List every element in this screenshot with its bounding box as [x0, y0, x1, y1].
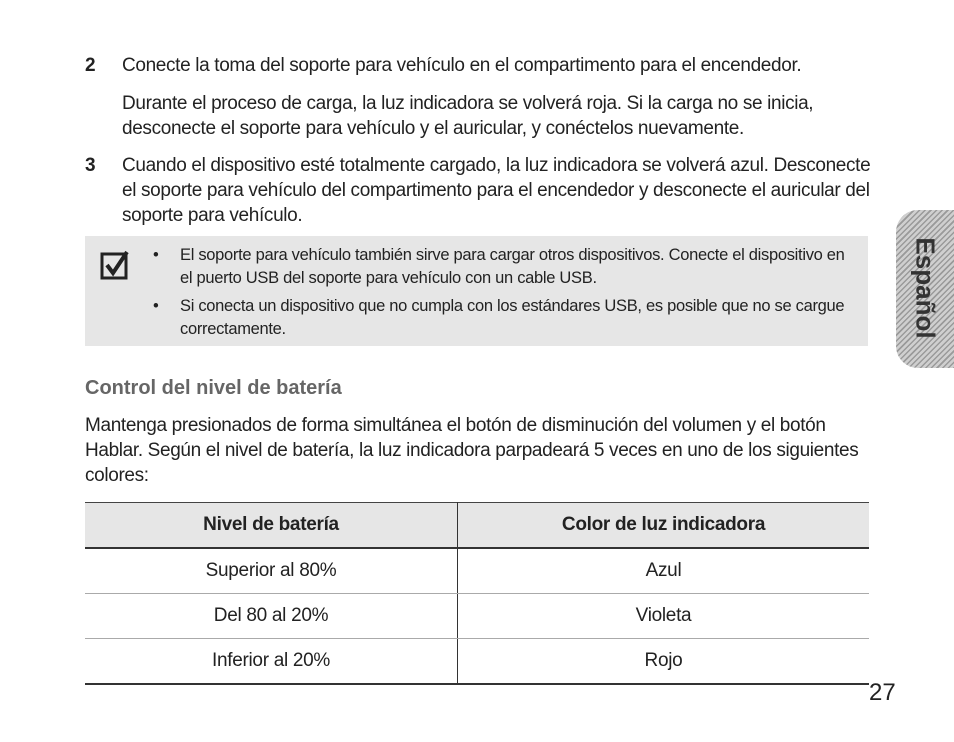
table-header-row	[85, 503, 869, 549]
battery-level-cell: Inferior al 20%	[85, 639, 458, 685]
note-item-text: Si conecta un dispositivo que no cumpla con los estándares USB, es posible que no se cargue correctamente.	[180, 297, 845, 338]
light-color-cell: Rojo	[458, 639, 870, 685]
step-number: 3	[85, 155, 96, 176]
battery-level-cell: Del 80 al 20%	[85, 594, 458, 639]
section-title: Control del nivel de batería	[85, 377, 342, 399]
table-row	[85, 639, 869, 685]
step-text: Cuando el dispositivo esté totalmente cargado, la luz indicadora se volverá azul. Desconecte el soporte para vehículo del compartimento para el encendedor y desconecte el auricular del soporte para vehículo.	[122, 155, 871, 226]
light-color-cell: Azul	[458, 548, 870, 594]
bullet: •	[153, 246, 159, 264]
note-box	[85, 236, 868, 346]
section-intro: Mantenga presionados de forma simultánea el botón de disminución del volumen y el botón Hablar. Según el nivel de batería, la luz indicadora parpadeará 5 veces en uno de los siguientes colores:	[85, 415, 859, 486]
column-header: Nivel de batería	[85, 503, 458, 549]
note-item	[153, 244, 853, 289]
checkbox-check-icon	[100, 250, 130, 280]
note-list	[153, 244, 853, 340]
step-text: Durante el proceso de carga, la luz indicadora se volverá roja. Si la carga no se inicia, desconecte el soporte para vehículo y el auricular, y conéctelos nuevamente.	[122, 93, 814, 139]
step-3	[85, 153, 875, 228]
page-number: 27	[869, 679, 896, 706]
step-text: Conecte la toma del soporte para vehículo en el compartimento para el encendedor.	[122, 55, 802, 76]
battery-level-cell: Superior al 80%	[85, 548, 458, 594]
battery-level-table	[85, 502, 869, 685]
step-2	[85, 53, 875, 141]
table-row	[85, 594, 869, 639]
note-item	[153, 295, 853, 340]
step-number: 2	[85, 55, 96, 76]
light-color-cell: Violeta	[458, 594, 870, 639]
table-row	[85, 548, 869, 594]
note-item-text: El soporte para vehículo también sirve para cargar otros dispositivos. Conecte el dispositivo en el puerto USB del soporte para vehículo con un cable USB.	[180, 246, 845, 287]
bullet: •	[153, 297, 159, 315]
column-header: Color de luz indicadora	[458, 503, 870, 549]
language-tab-label: Español	[910, 237, 941, 339]
